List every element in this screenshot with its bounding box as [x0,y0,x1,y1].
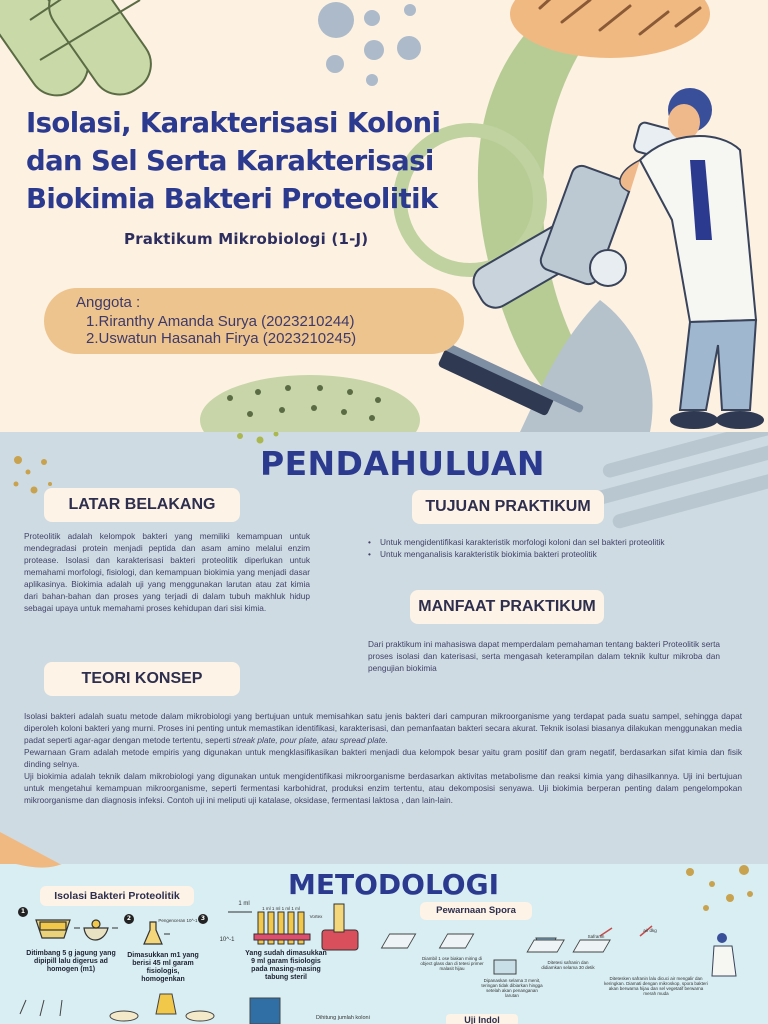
sage-dots-decoration [200,375,420,432]
member-item: 2.Uswatun Hasanah Firya (2023210245) [86,330,357,347]
petri-dishes-icon [20,994,280,1024]
manfaat-text: Dari praktikum ini mahasiswa dapat memperdalam pemahaman tentang bakteri Proteolitik serta proses isolasi dan katerisasi, serta mengasah keterampilan dalam teknik kultur mikroba dan pengujian biokimia [368,639,720,673]
method-title: METODOLOGI [288,868,499,901]
spora-note: Ditetesken safranin lalu dicuci air mengalir dan keringkan. Diamati dengan mikroskop, spora bakteri akan berwarna hijau dan sel vegetatif berwarna merah muda [604,976,708,996]
air-label: air dkg [643,928,657,933]
hero-section [0,0,768,432]
flask-icon [144,922,162,944]
one-ml-row: 1 ml 1 ml 1 ml 1 ml [262,906,300,911]
spora-note: Ditetesi safranin dan didiamkan selama 30 detik [541,960,595,970]
step2-caption: Dimasukkan m1 yang berisi 45 ml garam fisiologis, homogenkan [127,952,199,983]
member-name: Uswatun Hasanah Firya (2023210245) [98,330,357,347]
peach-corner [0,864,70,868]
step-number: 3 [198,914,208,924]
step3-caption: Yang sudah dimasukkan 9 ml garam fisiologis pada masing-masing tabung steril [245,950,327,981]
teori-paragraph: Pewarnaan Gram adalah metode empiris yang digunakan untuk mengklasifikasikan bakteri menjadi dua kelompok besar yaitu gram positif dan gram negatif, berdasarkan sifat kimia dan fisik dinding selnya. [24,747,742,769]
gold-dots-decoration [686,865,753,911]
members-list [86,313,356,347]
safranin-label: Safranin [587,934,605,939]
latar-heading: LATAR BELAKANG [44,488,240,522]
gold-dots-decoration [14,456,53,494]
blue-dots-decoration [318,2,421,86]
bowl-icon [84,920,108,940]
green-pods-decoration [0,0,162,106]
page-title: Isolasi, Karakterisasi Koloni dan Sel Serta Karakterisasi Biokimia Bakteri Proteolitik [26,107,441,215]
subtitle: Praktikum Mikrobiologi (1-J) [124,230,369,248]
member-name: Riranthy Amanda Surya (2023210244) [98,313,355,330]
teori-paragraph [24,710,742,746]
members-label: Anggota : [76,294,141,311]
teori-text [24,710,742,806]
tujuan-item: • Untuk menganalisis karakteristik biokimia bakteri proteolitik [366,548,718,560]
tujuan-item: • Untuk mengidentifikasi karakteristik morfologi koloni dan sel bakteri proteolitik [366,536,718,548]
pengenceran-label: Pengenceran 10^-1 [158,918,198,923]
method-section [0,864,768,1024]
spora-note: Diambil 1 ose biakan miring di object glass dan di tetesi primer malasit hijau [420,956,484,971]
teori-p1: Isolasi bakteri adalah suatu metode dalam mikrobiologi yang bertujuan untuk memisahkan satu jenis bakteri dari campuran mikroorganisme yang terdapat pada suatu sampel, sehingga dapat diperoleh koloni bakteri yang murni. Proses ini penting untuk memastikan identifikasi, karakterisasi, dan pemanfaatan bakteri secara akurat. Teknik isolasi biasanya dilakukan menggunakan media padat seperti agar-agar dengan metode tertentu, seperti [24,711,742,745]
one-ml-label: 1 ml [238,901,250,907]
latar-text: Proteolitik adalah kelompok bakteri yang memiliki kemampuan untuk mendegradasi protein menjadi peptida dan asam amino melalui enzim protease. Isolasi dan karakterisasi bakteri proteolitik diperlukan untuk memahami morfologi, fisiologi, dan kemampuan biokimia yang menjadi dasar aplikasinya. Biokimia adalah uji yang menggunakan larutan atau zat kimia dari bahan-bahan dan proses yang terjadi di dalam tubuh makhluk hidup sebagai upaya untuk memahami proses kehidupan dari sisi kimia. [24,531,310,613]
intro-title: PENDAHULUAN [260,444,545,483]
member-item: 1.Riranthy Amanda Surya (2023210244) [86,313,355,330]
vortex-label: Vortex [309,914,323,919]
indol-label: Uji Indol [446,1014,518,1024]
slate-stripes-decoration [591,432,768,530]
hitung-label: Dihitung jumlah koloni [316,1015,370,1021]
teori-p1-italic: streak plate, pour plate, atau spread plate. [232,735,388,745]
spora-label: Pewarnaan Spora [420,902,532,920]
isolasi-label: Isolasi Bakteri Proteolitik [40,886,194,906]
tujuan-heading: TUJUAN PRAKTIKUM [412,490,604,524]
scientist-small-icon [712,933,736,976]
step-number: 2 [124,914,134,924]
mortar-icon [36,920,70,938]
green-dots-decoration [237,432,279,444]
intro-section [0,432,768,864]
vortex-icon [322,904,358,950]
teori-paragraph: Uji biokimia adalah teknik dalam mikrobiologi yang digunakan untuk mengidentifikasi mikroorganisme berdasarkan aktivitas metabolisme dan reaksi kimia yang dihasilkannya. Uji ini bertujuan untuk mengetahui kemampuan mikroorganisme, seperti fermentasi karbohidrat, produksi enzim tertentu, atau dekomposisi senyawa. Uji biokimia berperan penting dalam pengelompokan mikroorganisme dan diagnosis infeksi. Contoh uji ini meliputi uji katalase, oksidase, fermentasi laktosa , dan lain-lain. [24,771,742,805]
step-number: 1 [18,907,28,917]
teori-heading: TEORI KONSEP [44,662,240,696]
dilution-start: 10^-1 [219,937,235,943]
peach-corner [0,832,60,864]
spora-note: Dipanaskan selama 3 menit, teringan tidak dibiarkan hingga setelah akan penanganan larutan [481,978,543,998]
tujuan-list [366,536,718,560]
test-tubes-icon [254,912,310,944]
step1-caption: Ditimbang 5 g jagung yang dipipill lalu digerus ad homogen (m1) [26,950,116,973]
manfaat-heading: MANFAAT PRAKTIKUM [410,590,604,624]
